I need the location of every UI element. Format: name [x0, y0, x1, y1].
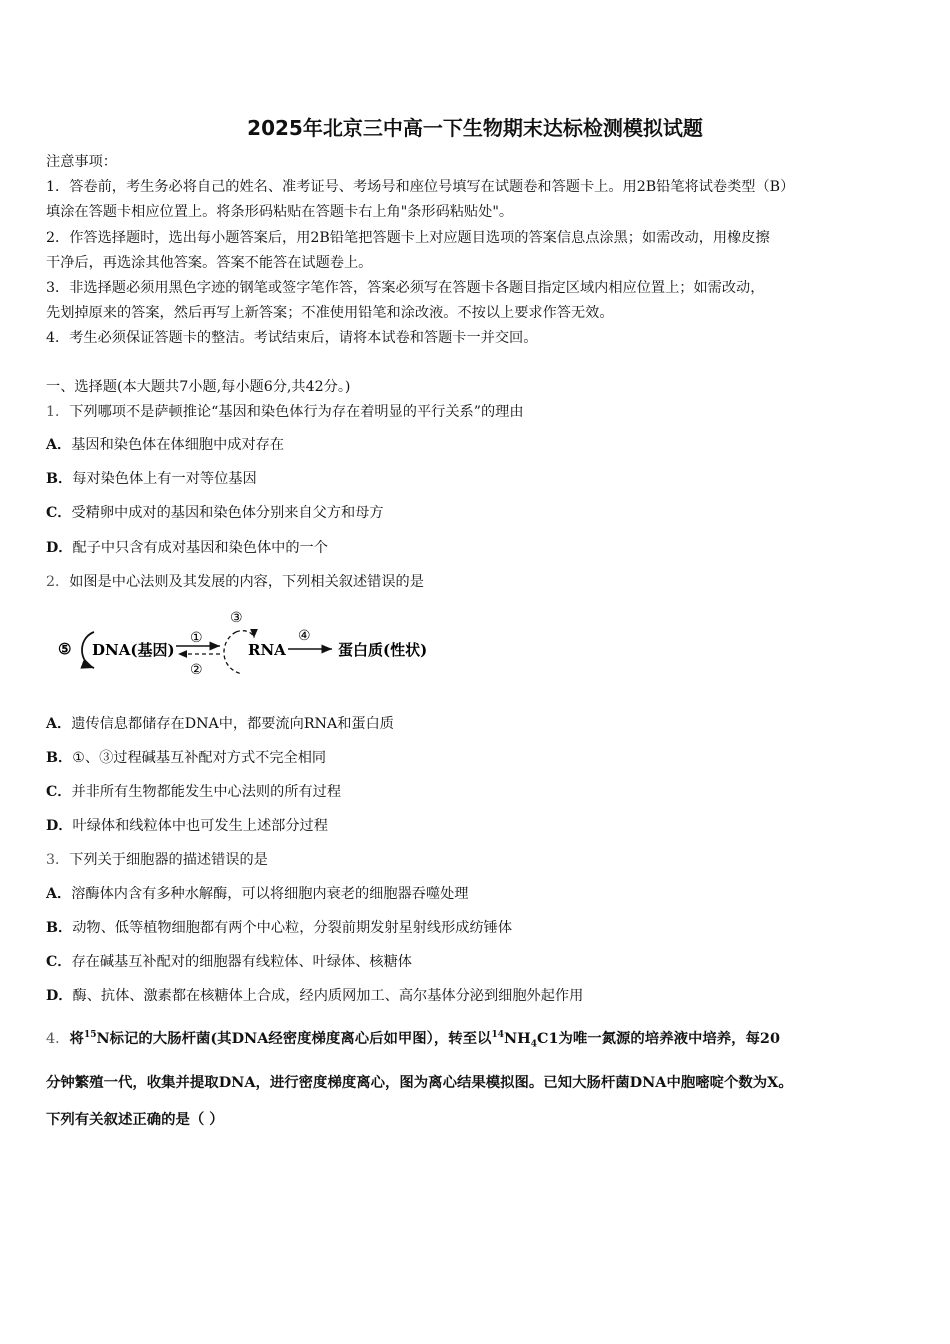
option-label: B． [46, 750, 73, 766]
option-a[interactable] [46, 434, 906, 454]
option-b[interactable] [46, 468, 906, 488]
question-4-line-2: 分钟繁殖一代，收集并提取DNA，进行密度梯度离心，图为离心结果模拟图。已知大肠杆菌DNA中胞嘧啶个数为X。 [46, 1073, 793, 1091]
option-c[interactable] [46, 781, 906, 801]
q4-text: NH [503, 1029, 531, 1047]
dna-label: DNA(基因) [92, 641, 175, 659]
question-stem: 如图是中心法则及其发展的内容，下列相关叙述错误的是 [69, 574, 424, 590]
label-3: ③ [230, 610, 243, 626]
option-label: C． [46, 954, 72, 970]
notice-line: 填涂在答题卡相应位置上。将条形码粘贴在答题卡右上角"条形码粘贴处"。 [46, 204, 514, 221]
isotope-superscript: 14 [491, 1030, 504, 1040]
central-dogma-diagram [50, 602, 450, 686]
question-4 [46, 1017, 908, 1138]
question-3 [46, 849, 906, 869]
question-2 [46, 571, 906, 591]
rna-replication-loop [224, 632, 242, 674]
option-text: 基因和染色体在体细胞中成对存在 [71, 437, 285, 453]
option-text: 动物、低等植物细胞都有两个中心粒，分裂前期发射星射线形成纺锤体 [72, 920, 513, 936]
question-number: 3． [46, 852, 70, 868]
notice-line: 1．答卷前，考生务必将自己的姓名、准考证号、考场号和座位号填写在试题卷和答题卡上。用2B铅笔将试卷类型（B） [46, 179, 795, 196]
option-a[interactable] [46, 883, 906, 903]
notice-line: 干净后，再选涂其他答案。答案不能答在试题卷上。 [46, 254, 373, 271]
option-text: ①、③过程碱基互补配对方式不完全相同 [72, 750, 327, 766]
option-a[interactable] [46, 713, 906, 733]
notice-line: 4．考生必须保证答题卡的整洁。考试结束后，请将本试卷和答题卡一并交回。 [46, 330, 538, 347]
option-text: 叶绿体和线粒体中也可发生上述部分过程 [72, 818, 328, 834]
option-b[interactable] [46, 747, 906, 767]
q4-text: 将 [69, 1029, 84, 1047]
option-label: A． [46, 886, 72, 902]
notice-block [46, 150, 906, 352]
option-d[interactable] [46, 815, 906, 835]
option-d[interactable] [46, 985, 906, 1005]
label-4: ④ [298, 628, 311, 644]
option-label: B． [46, 920, 73, 936]
label-5: ⑤ [58, 640, 72, 658]
page-title: 2025年北京三中高一下生物期末达标检测模拟试题 [247, 116, 703, 140]
notice-line: 3．非选择题必须用黑色字迹的钢笔或签字笔作答，答案必须写在答题卡各题目指定区域内相应位置上；如需改动， [46, 280, 765, 297]
option-label: A． [46, 437, 72, 453]
question-number: 2． [46, 574, 70, 590]
rna-label: RNA [248, 641, 286, 659]
question-1 [46, 401, 906, 421]
option-label: C． [46, 505, 72, 521]
notice-line: 先划掉原来的答案，然后再写上新答案；不准使用铅笔和涂改液。不按以上要求作答无效。 [46, 305, 614, 322]
question-stem: 下列关于细胞器的描述错误的是 [69, 852, 268, 868]
notice-heading: 注意事项： [46, 154, 117, 170]
option-label: A． [46, 716, 72, 732]
option-text: 存在碱基互补配对的细胞器有线粒体、叶绿体、核糖体 [71, 954, 412, 970]
option-c[interactable] [46, 502, 906, 522]
formula-subscript: 4 [530, 1039, 537, 1050]
option-text: 受精卵中成对的基因和染色体分别来自父方和母方 [71, 505, 384, 521]
option-text: 遗传信息都储存在DNA中，都要流向RNA和蛋白质 [71, 716, 394, 732]
option-d[interactable] [46, 537, 906, 557]
option-label: D． [46, 540, 73, 556]
option-label: D． [46, 988, 73, 1004]
option-text: 并非所有生物都能发生中心法则的所有过程 [71, 784, 342, 800]
q4-text: C1为唯一氮源的培养液中培养，每20 [537, 1029, 780, 1047]
q4-text: N标记的大肠杆菌(其DNA经密度梯度离心后如甲图），转至以 [96, 1029, 492, 1047]
option-text: 溶酶体内含有多种水解酶，可以将细胞内衰老的细胞器吞噬处理 [71, 886, 469, 902]
protein-label: 蛋白质(性状) [338, 641, 428, 659]
question-stem: 下列哪项不是萨顿推论“基因和染色体行为存在着明显的平行关系”的理由 [69, 404, 524, 420]
section-heading: 一、选择题(本大题共7小题,每小题6分,共42分。) [46, 379, 351, 395]
option-text: 每对染色体上有一对等位基因 [72, 471, 257, 487]
question-4-line-3: 下列有关叙述正确的是（ ） [46, 1110, 224, 1128]
label-2: ② [190, 662, 203, 678]
option-label: D． [46, 818, 73, 834]
option-label: C． [46, 784, 72, 800]
option-text: 配子中只含有成对基因和染色体中的一个 [72, 540, 328, 556]
rna-replication-arrowhead [236, 631, 254, 638]
option-c[interactable] [46, 951, 906, 971]
notice-line: 2．作答选择题时，选出每小题答案后，用2B铅笔把答题卡上对应题目选项的答案信息点涂黑；如需改动，用橡皮擦 [46, 229, 770, 246]
question-number: 1． [46, 404, 70, 420]
option-label: B． [46, 471, 73, 487]
option-text: 酶、抗体、激素都在核糖体上合成，经内质网加工、高尔基体分泌到细胞外起作用 [72, 988, 584, 1004]
question-number: 4． [46, 1030, 70, 1047]
question-4-line-1 [46, 1017, 908, 1064]
option-b[interactable] [46, 917, 906, 937]
isotope-superscript: 15 [83, 1030, 97, 1040]
label-1: ① [190, 630, 203, 646]
